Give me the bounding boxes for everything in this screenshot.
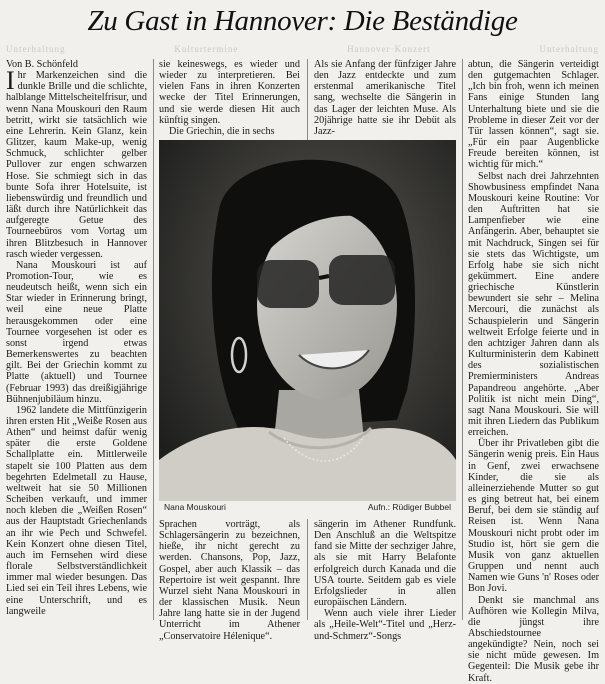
bleed-through-fragment: Kulturtermine [174, 44, 239, 54]
column-2-bottom [159, 519, 300, 642]
column-rule [307, 59, 308, 140]
column-rule [307, 519, 308, 620]
article-paragraph: Nana Mouskouri ist auf Promotion-Tour, wie es neudeutsch heißt, wenn sich ein Star wieder in Erinnerung bringt, weil eine neue Platte herausgekommen oder eine Tournee vorgesehen ist oder es sonst irgend etwas Bemerkenswertes zu beachten gilt. Bei der Griechin kommt zu Platte (aktuell) und Tournee (Februar 1993) das dreißigjährige Bühnenjubiläum hinzu. [6, 259, 147, 405]
article-paragraph: Die Griechin, die in sechs [169, 125, 275, 137]
article-paragraph: Als sie Anfang der fünfziger Jahre den Jazz entdeckte und zum erstenmal amerikanische Titel sang, wechselte die Sängerin in das Lager der leichten Muse. Als 20jährige hatte sie ihr Debüt als Jazz- [314, 59, 456, 137]
article-paragraph: sängerin im Athener Rundfunk. Den Anschluß an die Weltspitze fand sie Mitte der sechziger Jahre, als sie mit Harry Belafonte erfolgreich durch Kanada und die USA tourte. Seitdem gab es viele Erfolgslieder in allen europäischen Ländern. [314, 519, 456, 609]
drop-cap: I [6, 66, 15, 96]
portrait-photo-illustration [159, 140, 456, 501]
article-paragraph: abtun, die Sängerin verteidigt den gutgemachten Schlager. „Ich bin froh, wenn ich meinen Fans einige Stunden lang Unterhaltung biete und sie die Probleme in dieser Zeit vor der Tür lassen können“, sagt sie. „Für ein paar Augenblicke Freude bereiten können, ist wichtig für mich.“ [468, 59, 599, 171]
byline: Von B. Schönfeld [6, 59, 78, 70]
bleed-through-fragment: Hannover·Konzert [347, 44, 431, 54]
column-3-top [314, 59, 456, 139]
article-paragraph: Selbst nach drei Jahrzehnten Showbusiness empfindet Nana Mouskouri keine Routine: Vor den Auftritten hat sie Lampenfieber wie eine Anfängerin. Aber, behauptet sie mit Nachdruck, Singen sei für sie stets das Wichtigste, um Erfolg habe sie sich nicht gekümmert. Eine andere griechische Künstlerin bewundert sie sehr – Melina Mercouri, die zunächst als Schauspielerin und Sängerin weltweit Erfolge feierte und in den achtziger Jahren dann als Kulturministerin dem Kabinett des sozialistischen Premierministers Andreas Papandreou angehörte. „Aber Politik ist nicht mein Ding“, sagt Nana Mouskouri. Sie will mit ihren Liedern das Publikum erreichen. [468, 170, 599, 439]
column-4 [468, 59, 599, 684]
column-2-top [159, 59, 300, 139]
photo-caption [159, 502, 456, 516]
article-paragraph: 1962 landete die Mittfünzigerin ihren ersten Hit „Weiße Rosen aus Athen“ und heimst dafür wenig später die erste Goldene Schallplatte ein. Mittlerweile stapelt sie 100 Platten aus dem begehrten Edelmetall zu Hause, weltweit hat sie 50 Millionen Scheiben verkauft, und immer noch kleben die „Weißen Rosen“ aus der Hauptstadt Griechenlands an ihr wie Pech und Schwefel. Kein Konzert ohne diesen Titel, auch im Fernsehen wird diese florale Selbstverständlichkeit immer mal wieder besungen. Das Lied sei ein Teil ihres Lebens, wie eine Unterschrift, und es langweile [6, 404, 147, 617]
bleed-through-fragment: Unterhaltung [6, 44, 66, 54]
portrait-photo [159, 140, 456, 501]
article-paragraph: sie keineswegs, es wieder und wieder zu interpretieren. Bei vielen Fans in ihren Konzerten wecke der Titel Erinnerungen, und sie werde diesen Hit auch künftig singen. [159, 59, 300, 126]
article-paragraph: Wenn auch viele ihrer Lieder als „Heile-Welt“-Titel und „Herz-und-Schmerz“-Songs [314, 608, 456, 642]
bleed-through-fragment: Unterhaltung [539, 44, 599, 54]
column-1 [6, 59, 147, 620]
column-rule [153, 59, 154, 620]
article-paragraph: Sprachen vorträgt, als Schlagersängerin zu bezeichnen, hieße, ihr nicht gerecht zu werden. Chansons, Pop, Jazz, Gospel, aber auch Klassik – das Repertoire ist weit gespannt. Ihre Wurzel sieht Nana Mouskouri in der klassischen Musik. Neun Jahre lang hatte sie in der Jugend Unterricht im Athener „Conservatoire Hélenique“. [159, 519, 300, 642]
headline: Zu Gast in Hannover: Die Beständige [87, 5, 518, 37]
caption-subject: Nana Mouskouri [164, 502, 226, 512]
column-3-bottom [314, 519, 456, 642]
column-rule [462, 59, 463, 620]
article-paragraph: Ihr Markenzeichen sind die dunkle Brille und die schlichte, halblange Mittelscheitelfrisur, und wenn Nana Mouskouri den Raum betritt, wirkt sie tatsächlich wie eine Lehrerin. Kein Glanz, kein Glitzer, kaum Make-up, wenig Schmuck, schlichter gelber Pullover zur engen schwarzen Hose. Sie schmiegt sich in das bunte Sofa ihrer Hotelsuite, ist liebenswürdig und freundlich und läßt durch ihre Natürlichkeit das aufgeregte Getue des Tourneebüros vom Vortag um ihren Blitzbesuch in Hannover rasch wieder vergessen. [6, 66, 147, 260]
article-paragraph: Über ihr Privatleben gibt die Sängerin wenig preis. Ein Haus in Genf, zwei erwachsene Kinder, die sie als alleinerziehende Mutter so gut es ging betreut hat, bei einem Beruf, bei dem sie ständig auf Reisen ist. Wenn Nana Mouskouri nicht probt oder im Studio ist, hört sie gern die Musik von ganz aktuellen Gruppen und nennt auch Namen wie Guns 'n' Roses oder Bon Jovi. [468, 438, 599, 595]
bleed-through-text [6, 44, 599, 56]
article-paragraph: Denkt sie manchmal ans Aufhören wie Kollegin Milva, die jüngst ihre Abschiedstournee angekündigte? Nein, noch sei sie nicht müde gewesen. Im Gegenteil: Die Musik gebe ihr Kraft. [468, 594, 599, 684]
caption-credit: Aufn.: Rüdiger Bubbel [367, 502, 451, 512]
